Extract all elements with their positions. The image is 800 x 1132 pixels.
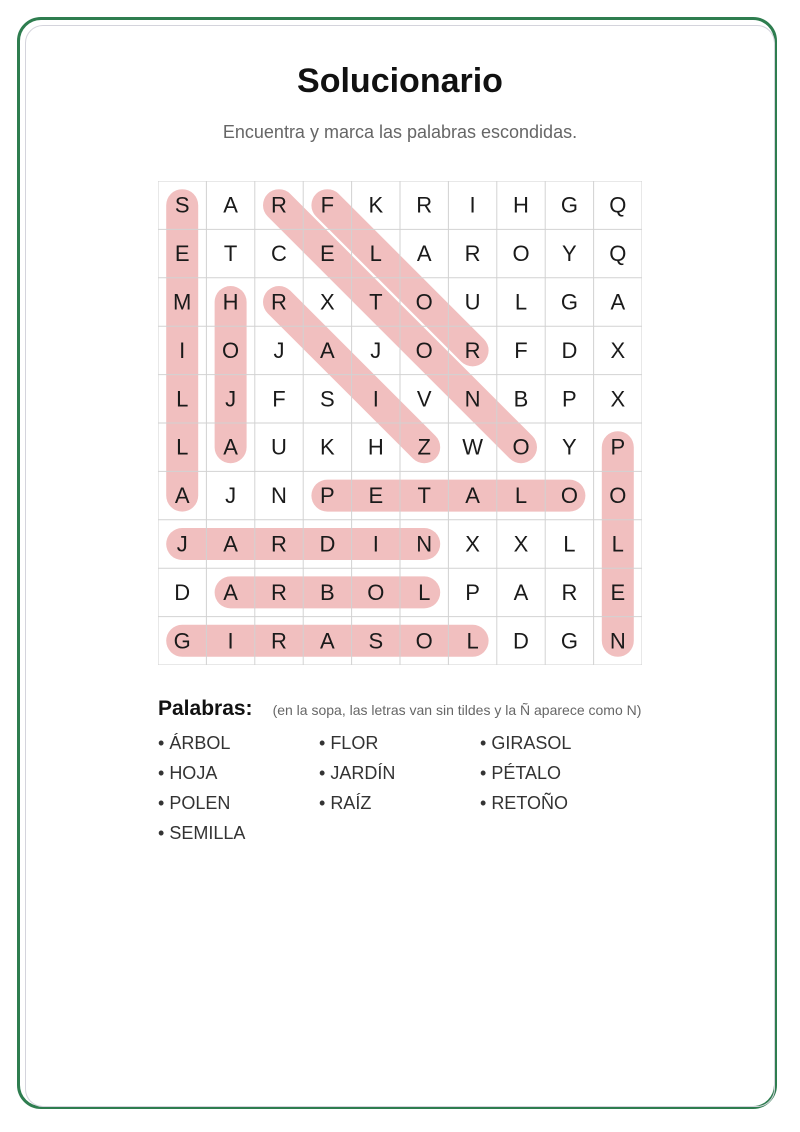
grid-letter: T	[369, 289, 383, 315]
grid-letter: T	[417, 483, 431, 509]
grid-letter: J	[225, 386, 237, 412]
grid-letter: E	[320, 241, 335, 267]
grid-letter: R	[464, 337, 481, 363]
grid-letter: R	[416, 192, 433, 218]
grid-letter: R	[464, 241, 481, 267]
grid-letter: I	[372, 531, 379, 557]
word-item: • HOJA	[158, 763, 319, 793]
grid-letter: W	[462, 434, 483, 460]
grid-letter: O	[560, 483, 578, 509]
word-item: • JARDÍN	[319, 763, 480, 793]
grid-letter: L	[176, 434, 189, 460]
grid-letter: A	[320, 628, 335, 654]
grid-letter: Q	[609, 192, 627, 218]
grid-letter: F	[272, 386, 286, 412]
grid-letter: L	[176, 386, 189, 412]
grid-letter: R	[561, 579, 578, 605]
grid-letter: L	[418, 579, 431, 605]
word-item: • FLOR	[319, 733, 480, 763]
grid-letter: L	[466, 628, 479, 654]
grid-letter: A	[513, 579, 529, 605]
grid-letter: Q	[609, 241, 627, 267]
grid-letter: L	[514, 483, 528, 509]
grid-letter: A	[465, 483, 480, 509]
grid-letter: I	[179, 337, 186, 363]
grid-letter: G	[173, 628, 191, 654]
grid-letter: H	[222, 289, 239, 315]
grid-letter: D	[561, 337, 578, 363]
grid-letter: O	[222, 337, 240, 363]
grid-letter: D	[513, 628, 529, 654]
grid-letter: U	[464, 289, 481, 315]
grid-letter: B	[513, 386, 529, 412]
grid-letter: A	[174, 483, 190, 509]
grid-letter: X	[513, 531, 529, 557]
grid-letter: O	[415, 337, 433, 363]
grid-letter: O	[512, 434, 530, 460]
grid-letter: I	[227, 628, 234, 654]
grid-letter: J	[273, 337, 285, 363]
grid-letter: L	[514, 289, 528, 315]
word-item: • SEMILLA	[158, 823, 319, 853]
grid-letter: K	[320, 434, 335, 460]
word-search-grid	[158, 181, 642, 665]
grid-letter: T	[223, 241, 238, 267]
word-item: • RAÍZ	[319, 793, 480, 823]
grid-letter: O	[367, 579, 385, 605]
grid-letter: L	[369, 241, 382, 267]
word-item: • GIRASOL	[480, 733, 641, 763]
grid-letter: E	[368, 483, 384, 509]
word-item: • ÁRBOL	[158, 733, 319, 763]
grid-letter: S	[368, 628, 384, 654]
grid-letter: G	[560, 289, 578, 315]
grid-letter: R	[271, 579, 287, 605]
grid-letter: F	[514, 337, 528, 363]
grid-letter: P	[320, 483, 335, 509]
grid-letter: R	[271, 192, 287, 218]
grid-letter: A	[223, 434, 238, 460]
grid-letter: S	[320, 386, 335, 412]
grid-letter: H	[367, 434, 384, 460]
grid-letter: G	[560, 192, 578, 218]
grid-letter: M	[173, 289, 192, 315]
word-list	[158, 733, 648, 853]
grid-letter: N	[609, 628, 626, 654]
grid-letter: L	[611, 531, 624, 557]
grid-letter: H	[513, 192, 529, 218]
grid-letter: G	[560, 628, 578, 654]
grid-letter: Y	[562, 241, 577, 267]
page-subtitle: Encuentra y marca las palabras escondidas.	[222, 122, 578, 142]
grid-letter: V	[416, 386, 432, 412]
grid-letter: C	[271, 241, 287, 267]
grid-letter: E	[174, 241, 190, 267]
page-title: Solucionario	[297, 62, 503, 100]
grid-letter: P	[562, 386, 577, 412]
grid-letter: R	[271, 289, 287, 315]
grid-letter: Y	[562, 434, 577, 460]
grid-letter: U	[271, 434, 287, 460]
word-item: • RETOÑO	[480, 793, 641, 823]
grid-letter: A	[416, 241, 432, 267]
grid-letter: P	[610, 434, 626, 460]
grid-letter: N	[464, 386, 481, 412]
grid-letter: O	[415, 628, 433, 654]
grid-letter: X	[465, 531, 480, 557]
word-list-note: (en la sopa, las letras van sin tildes y la Ñ aparece como N)	[272, 702, 642, 718]
grid-letter: K	[368, 192, 384, 218]
grid-letter: Z	[417, 434, 431, 460]
grid-letter: L	[563, 531, 576, 557]
grid-letter: X	[320, 289, 335, 315]
grid-letter: J	[370, 337, 382, 363]
grid-letter: R	[271, 628, 287, 654]
grid-letter: O	[415, 289, 433, 315]
grid-letter: A	[223, 192, 238, 218]
grid-letter: D	[174, 579, 191, 605]
word-list-title: Palabras:	[158, 697, 253, 720]
grid-letter: I	[469, 192, 476, 218]
grid-letter: F	[320, 192, 335, 218]
grid-letter: X	[610, 386, 626, 412]
grid-letter: A	[320, 337, 335, 363]
grid-letter: X	[610, 337, 626, 363]
grid-letter: D	[319, 531, 336, 557]
word-item: • POLEN	[158, 793, 319, 823]
grid-letter: A	[223, 579, 238, 605]
grid-letter: J	[225, 483, 237, 509]
grid-letter: A	[610, 289, 626, 315]
grid-letter: S	[174, 192, 190, 218]
grid-letter: E	[610, 579, 626, 605]
grid-letter: A	[223, 531, 238, 557]
grid-letter: I	[372, 386, 379, 412]
grid-letter: N	[271, 483, 287, 509]
grid-letter: B	[320, 579, 335, 605]
grid-letter: O	[512, 241, 530, 267]
grid-letter: N	[416, 531, 433, 557]
grid-letter: R	[271, 531, 287, 557]
grid-letter: J	[176, 531, 188, 557]
word-item: • PÉTALO	[480, 763, 641, 793]
grid-letter: P	[465, 579, 480, 605]
grid-letter: O	[609, 483, 627, 509]
word-list-header	[158, 697, 641, 721]
